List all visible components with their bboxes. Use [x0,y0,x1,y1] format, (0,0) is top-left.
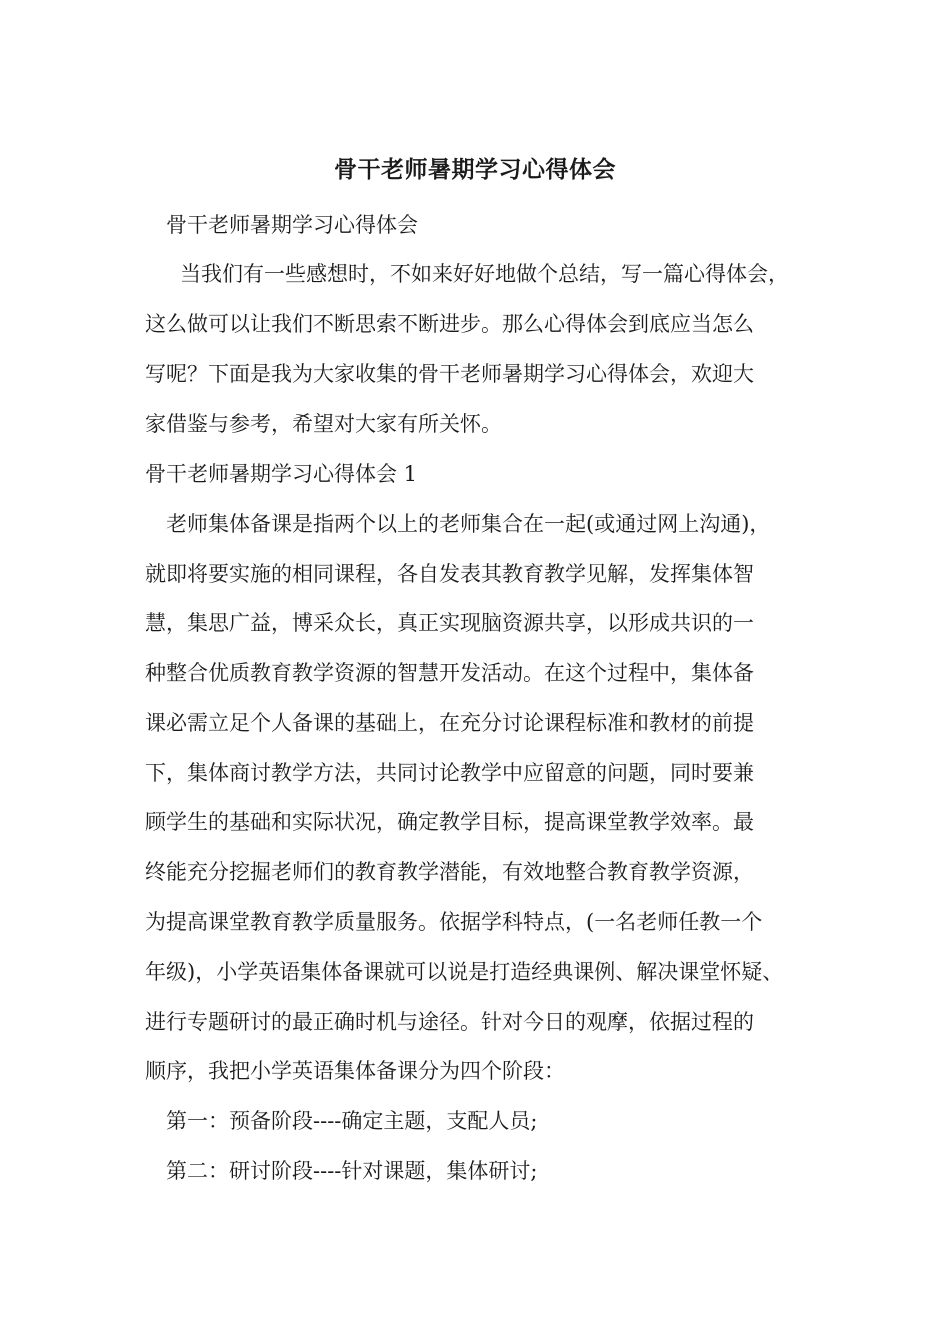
paragraph-line: 写呢？下面是我为大家收集的骨干老师暑期学习心得体会，欢迎大 [145,362,754,386]
paragraph-line: 老师集体备课是指两个以上的老师集合在一起(或通过网上沟通)， [166,512,771,536]
list-item: 第一：预备阶段----确定主题，支配人员; [166,1109,538,1133]
paragraph-line: 终能充分挖掘老师们的教育教学潜能，有效地整合教育教学资源， [145,860,754,884]
paragraph-line: 种整合优质教育教学资源的智慧开发活动。在这个过程中，集体备 [145,661,754,685]
paragraph-line: 年级)，小学英语集体备课就可以说是打造经典课例、解决课堂怀疑、 [145,960,784,984]
paragraph-line: 顺序，我把小学英语集体备课分为四个阶段： [145,1059,565,1083]
subtitle-line: 骨干老师暑期学习心得体会 [166,213,418,237]
paragraph-line: 进行专题研讨的最正确时机与途径。针对今日的观摩，依据过程的 [145,1010,754,1034]
paragraph-line: 慧，集思广益，博采众长，真正实现脑资源共享，以形成共识的一 [145,611,754,635]
paragraph-line: 顾学生的基础和实际状况，确定教学目标，提高课堂教学效率。最 [145,810,754,834]
paragraph-line: 这么做可以让我们不断思索不断进步。那么心得体会到底应当怎么 [145,312,754,336]
paragraph-line: 就即将要实施的相同课程，各自发表其教育教学见解，发挥集体智 [145,562,754,586]
paragraph-line: 为提高课堂教育教学质量服务。依据学科特点，(一名老师任教一个 [145,910,763,934]
paragraph-line: 家借鉴与参考，希望对大家有所关怀。 [145,412,502,436]
paragraph-line: 下，集体商讨教学方法，共同讨论教学中应留意的问题，同时要兼 [145,761,754,785]
paragraph-line: 当我们有一些感想时，不如来好好地做个总结，写一篇心得体会， [180,262,789,286]
list-item: 第二：研讨阶段----针对课题，集体研讨; [166,1159,538,1183]
document-title: 骨干老师暑期学习心得体会 [334,156,616,183]
section-heading: 骨干老师暑期学习心得体会 1 [145,462,418,486]
paragraph-line: 课必需立足个人备课的基础上，在充分讨论课程标准和教材的前提 [145,711,754,735]
